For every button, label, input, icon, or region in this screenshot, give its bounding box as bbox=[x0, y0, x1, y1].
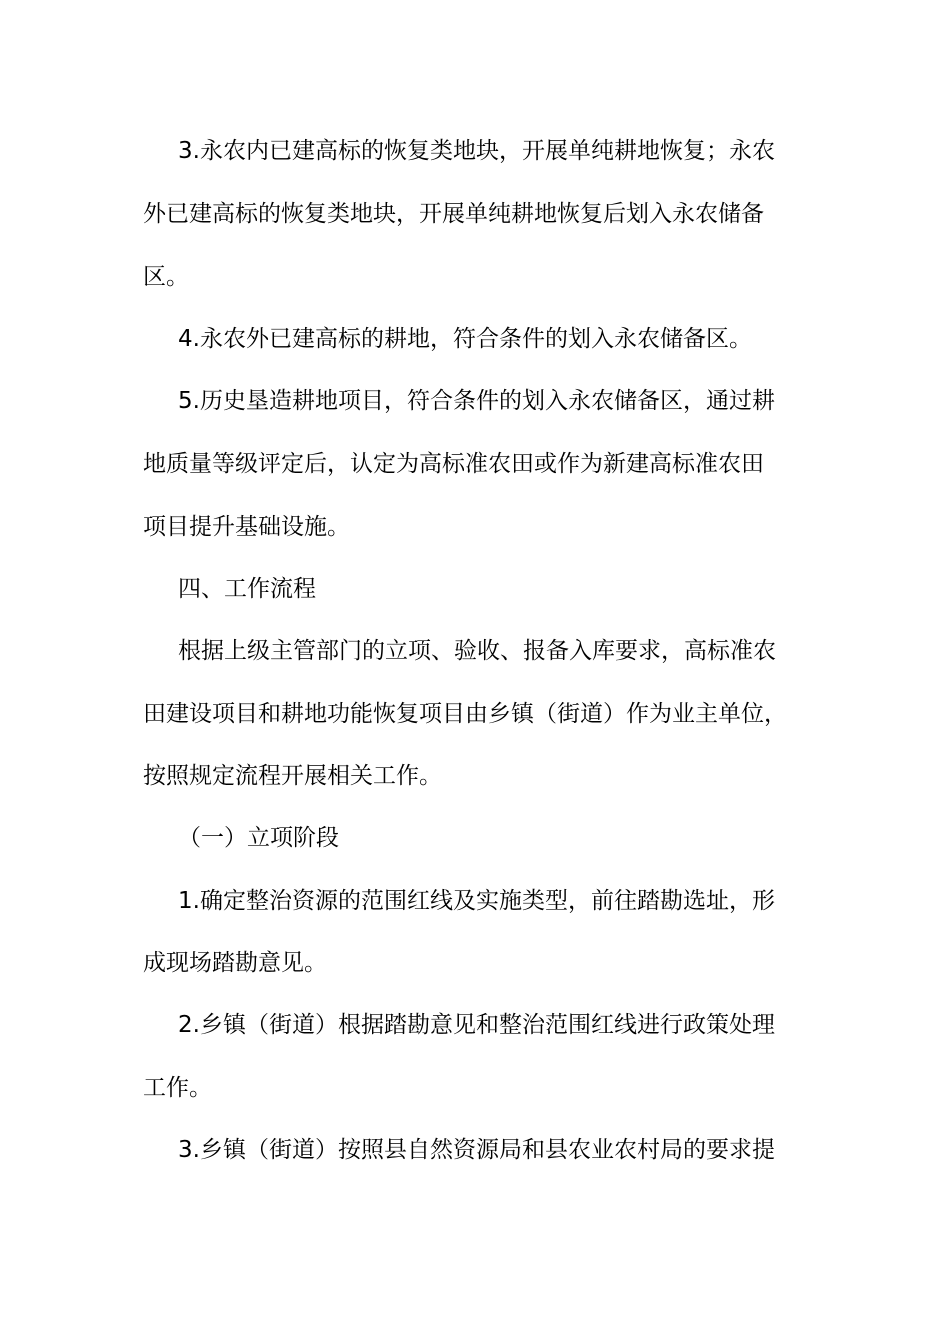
text-line: 按照规定流程开展相关工作。 bbox=[143, 763, 442, 789]
text-line: 地质量等级评定后，认定为高标准农田或作为新建高标准农田 bbox=[143, 451, 764, 477]
text-line: 根据上级主管部门的立项、验收、报备入库要求，高标准农 bbox=[178, 638, 776, 664]
text-line: 4.永农外已建高标的耕地，符合条件的划入永农储备区。 bbox=[178, 326, 752, 352]
text-line: 区。 bbox=[143, 264, 189, 290]
section-heading: 四、工作流程 bbox=[178, 576, 316, 602]
text-line: 田建设项目和耕地功能恢复项目由乡镇（街道）作为业主单位， bbox=[143, 701, 787, 727]
text-line: 工作。 bbox=[143, 1075, 212, 1101]
subsection-heading: （一）立项阶段 bbox=[178, 825, 339, 851]
text-line: 成现场踏勘意见。 bbox=[143, 950, 327, 976]
text-line: 外已建高标的恢复类地块，开展单纯耕地恢复后划入永农储备 bbox=[143, 201, 764, 227]
text-line: 1.确定整治资源的范围红线及实施类型，前往踏勘选址，形 bbox=[178, 888, 775, 914]
text-line: 5.历史垦造耕地项目，符合条件的划入永农储备区，通过耕 bbox=[178, 388, 775, 414]
text-line: 3.乡镇（街道）按照县自然资源局和县农业农村局的要求提 bbox=[178, 1137, 775, 1163]
text-line: 项目提升基础设施。 bbox=[143, 514, 350, 540]
text-line: 3.永农内已建高标的恢复类地块，开展单纯耕地恢复；永农 bbox=[178, 138, 775, 164]
text-line: 2.乡镇（街道）根据踏勘意见和整治范围红线进行政策处理 bbox=[178, 1012, 775, 1038]
